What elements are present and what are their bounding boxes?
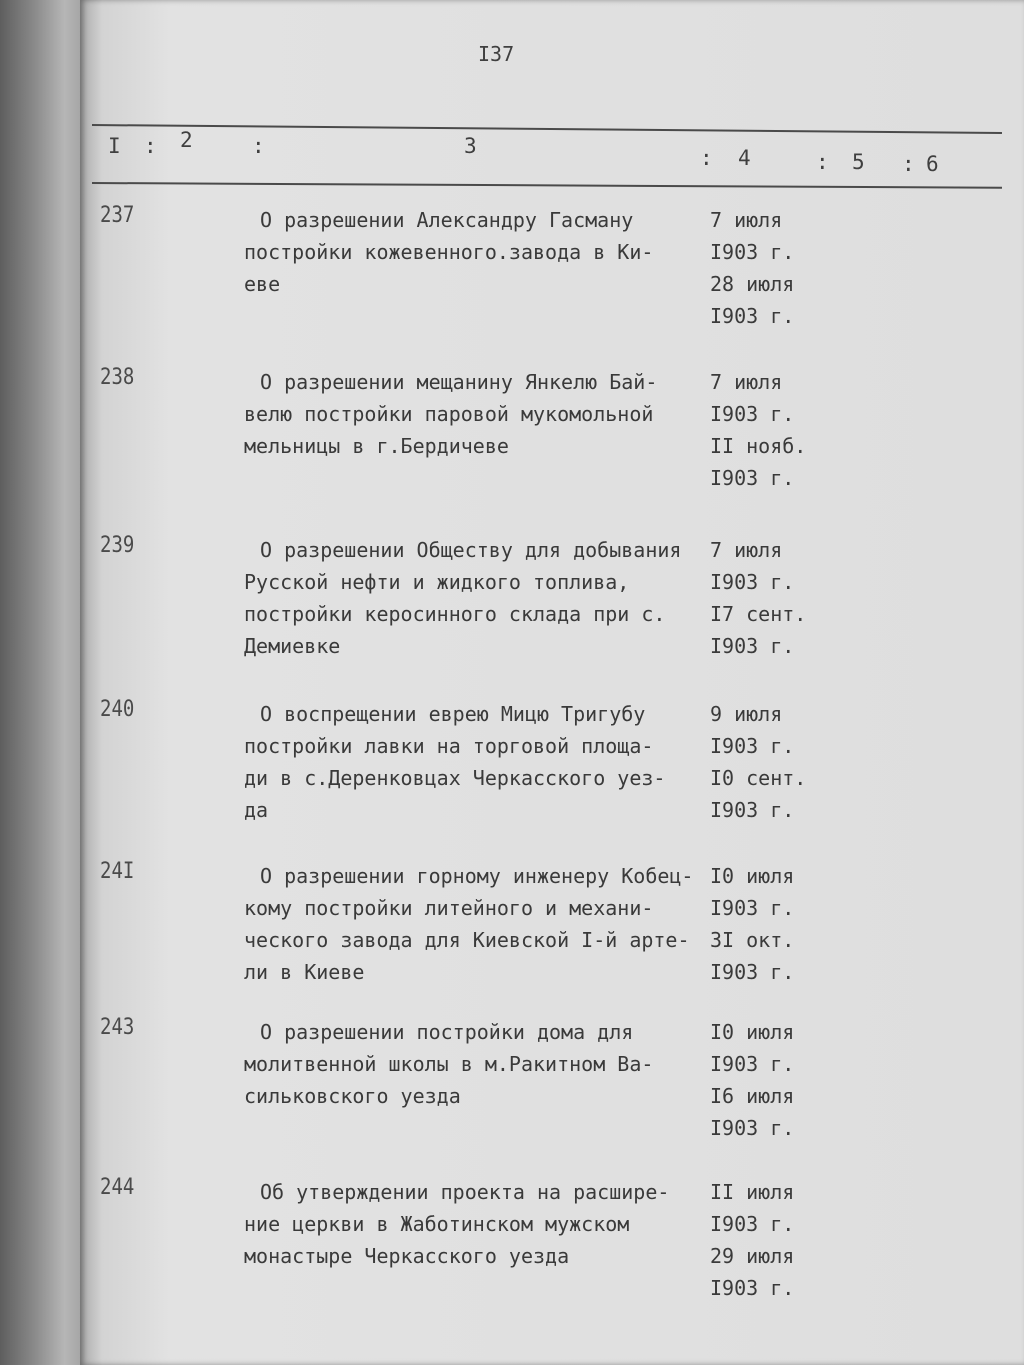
entry-date-line: I903 г. bbox=[710, 798, 795, 822]
entry-date-line: I903 г. bbox=[710, 896, 795, 920]
entry-number: 244 bbox=[100, 1174, 135, 1200]
entry-number: 239 bbox=[100, 532, 135, 558]
entry-title-line: О воспрещении еврею Мицю Тригубу bbox=[260, 702, 646, 726]
entry-title bbox=[244, 698, 714, 826]
entry-date-line: I903 г. bbox=[710, 1116, 795, 1140]
entry-title-line: да bbox=[244, 798, 269, 822]
entry-date-line: I0 июля bbox=[710, 1020, 795, 1044]
page-number: I37 bbox=[478, 42, 515, 66]
entry-title-line: О разрешении горному инженеру Кобец- bbox=[260, 864, 694, 888]
entry-dates bbox=[710, 1016, 830, 1144]
header-col3: 3 bbox=[464, 134, 477, 158]
entry-date-line: I903 г. bbox=[710, 304, 795, 328]
entry-dates bbox=[710, 204, 830, 332]
header-separator: : bbox=[144, 134, 157, 158]
header-col1: I bbox=[108, 134, 121, 158]
entry-title-line: постройки керосинного склада при с. bbox=[244, 602, 666, 626]
entry-date-line: 28 июля bbox=[710, 272, 795, 296]
entry-date-line: I7 сент. bbox=[710, 602, 807, 626]
entry-date-line: I6 июля bbox=[710, 1084, 795, 1108]
entry-date-line: I903 г. bbox=[710, 466, 795, 490]
entry-number: 24I bbox=[100, 858, 135, 884]
entry-date-line: 3I окт. bbox=[710, 928, 795, 952]
entry-title-line: ди в с.Деренковцах Черкасского уез- bbox=[244, 766, 666, 790]
entry-date-line: I903 г. bbox=[710, 734, 795, 758]
entry-title-line: кому постройки литейного и механи- bbox=[244, 896, 654, 920]
entry-dates bbox=[710, 366, 830, 494]
entry-title-line: велю постройки паровой мукомольной bbox=[244, 402, 654, 426]
header-col4: 4 bbox=[738, 146, 751, 170]
entry-title-line: еве bbox=[244, 272, 281, 296]
header-separator: : bbox=[700, 146, 713, 170]
book-spine bbox=[0, 0, 86, 1365]
entry-title-line: молитвенной школы в м.Ракитном Ва- bbox=[244, 1052, 654, 1076]
entry-dates bbox=[710, 1176, 830, 1304]
entry-number: 237 bbox=[100, 202, 135, 228]
header-separator: : bbox=[252, 134, 265, 158]
entry-date-line: I903 г. bbox=[710, 1212, 795, 1236]
entry-title-line: О разрешении Обществу для добывания bbox=[260, 538, 682, 562]
entry-title-line: монастыре Черкасского уезда bbox=[244, 1244, 570, 1268]
header-separator: : bbox=[902, 152, 915, 176]
entry-title-line: О разрешении постройки дома для bbox=[260, 1020, 634, 1044]
entry-title-line: сильковского уезда bbox=[244, 1084, 461, 1108]
entry-date-line: I0 июля bbox=[710, 864, 795, 888]
entry-date-line: I903 г. bbox=[710, 960, 795, 984]
header-col6: 6 bbox=[926, 152, 939, 176]
header-col2: 2 bbox=[180, 128, 193, 152]
entry-title-line: ли в Киеве bbox=[244, 960, 365, 984]
entry-date-line: I0 сент. bbox=[710, 766, 807, 790]
entry-title-line: ческого завода для Киевской I-й арте- bbox=[244, 928, 690, 952]
entry-date-line: 9 июля bbox=[710, 702, 783, 726]
entry-title bbox=[244, 534, 714, 662]
entry-title bbox=[244, 366, 714, 462]
entry-title-line: О разрешении Александру Гасману bbox=[260, 208, 634, 232]
entry-title-line: постройки лавки на торговой площа- bbox=[244, 734, 654, 758]
entry-date-line: I903 г. bbox=[710, 1276, 795, 1300]
entry-date-line: I903 г. bbox=[710, 240, 795, 264]
entry-title bbox=[244, 860, 714, 988]
entry-title-line: Русской нефти и жидкого топлива, bbox=[244, 570, 630, 594]
entry-dates bbox=[710, 698, 830, 826]
entry-title bbox=[244, 1176, 714, 1272]
header-separator: : bbox=[816, 150, 829, 174]
entry-date-line: I903 г. bbox=[710, 570, 795, 594]
entry-date-line: II июля bbox=[710, 1180, 795, 1204]
entry-date-line: I903 г. bbox=[710, 1052, 795, 1076]
entry-date-line: 29 июля bbox=[710, 1244, 795, 1268]
entry-date-line: II нояб. bbox=[710, 434, 807, 458]
entry-title bbox=[244, 1016, 714, 1112]
entry-number: 238 bbox=[100, 364, 135, 390]
entry-title bbox=[244, 204, 714, 300]
entry-number: 243 bbox=[100, 1014, 135, 1040]
entry-dates bbox=[710, 534, 830, 662]
entry-date-line: I903 г. bbox=[710, 634, 795, 658]
entry-date-line: 7 июля bbox=[710, 538, 783, 562]
entry-title-line: постройки кожевенного.завода в Ки- bbox=[244, 240, 654, 264]
entry-date-line: 7 июля bbox=[710, 208, 783, 232]
entry-title-line: мельницы в г.Бердичеве bbox=[244, 434, 509, 458]
entry-title-line: ние церкви в Жаботинском мужском bbox=[244, 1212, 630, 1236]
header-col5: 5 bbox=[852, 150, 865, 174]
entry-number: 240 bbox=[100, 696, 135, 722]
entry-title-line: Демиевке bbox=[244, 634, 341, 658]
entry-date-line: 7 июля bbox=[710, 370, 783, 394]
entry-title-line: Об утверждении проекта на расшире- bbox=[260, 1180, 670, 1204]
entry-dates bbox=[710, 860, 830, 988]
entry-date-line: I903 г. bbox=[710, 402, 795, 426]
entry-title-line: О разрешении мещанину Янкелю Бай- bbox=[260, 370, 658, 394]
